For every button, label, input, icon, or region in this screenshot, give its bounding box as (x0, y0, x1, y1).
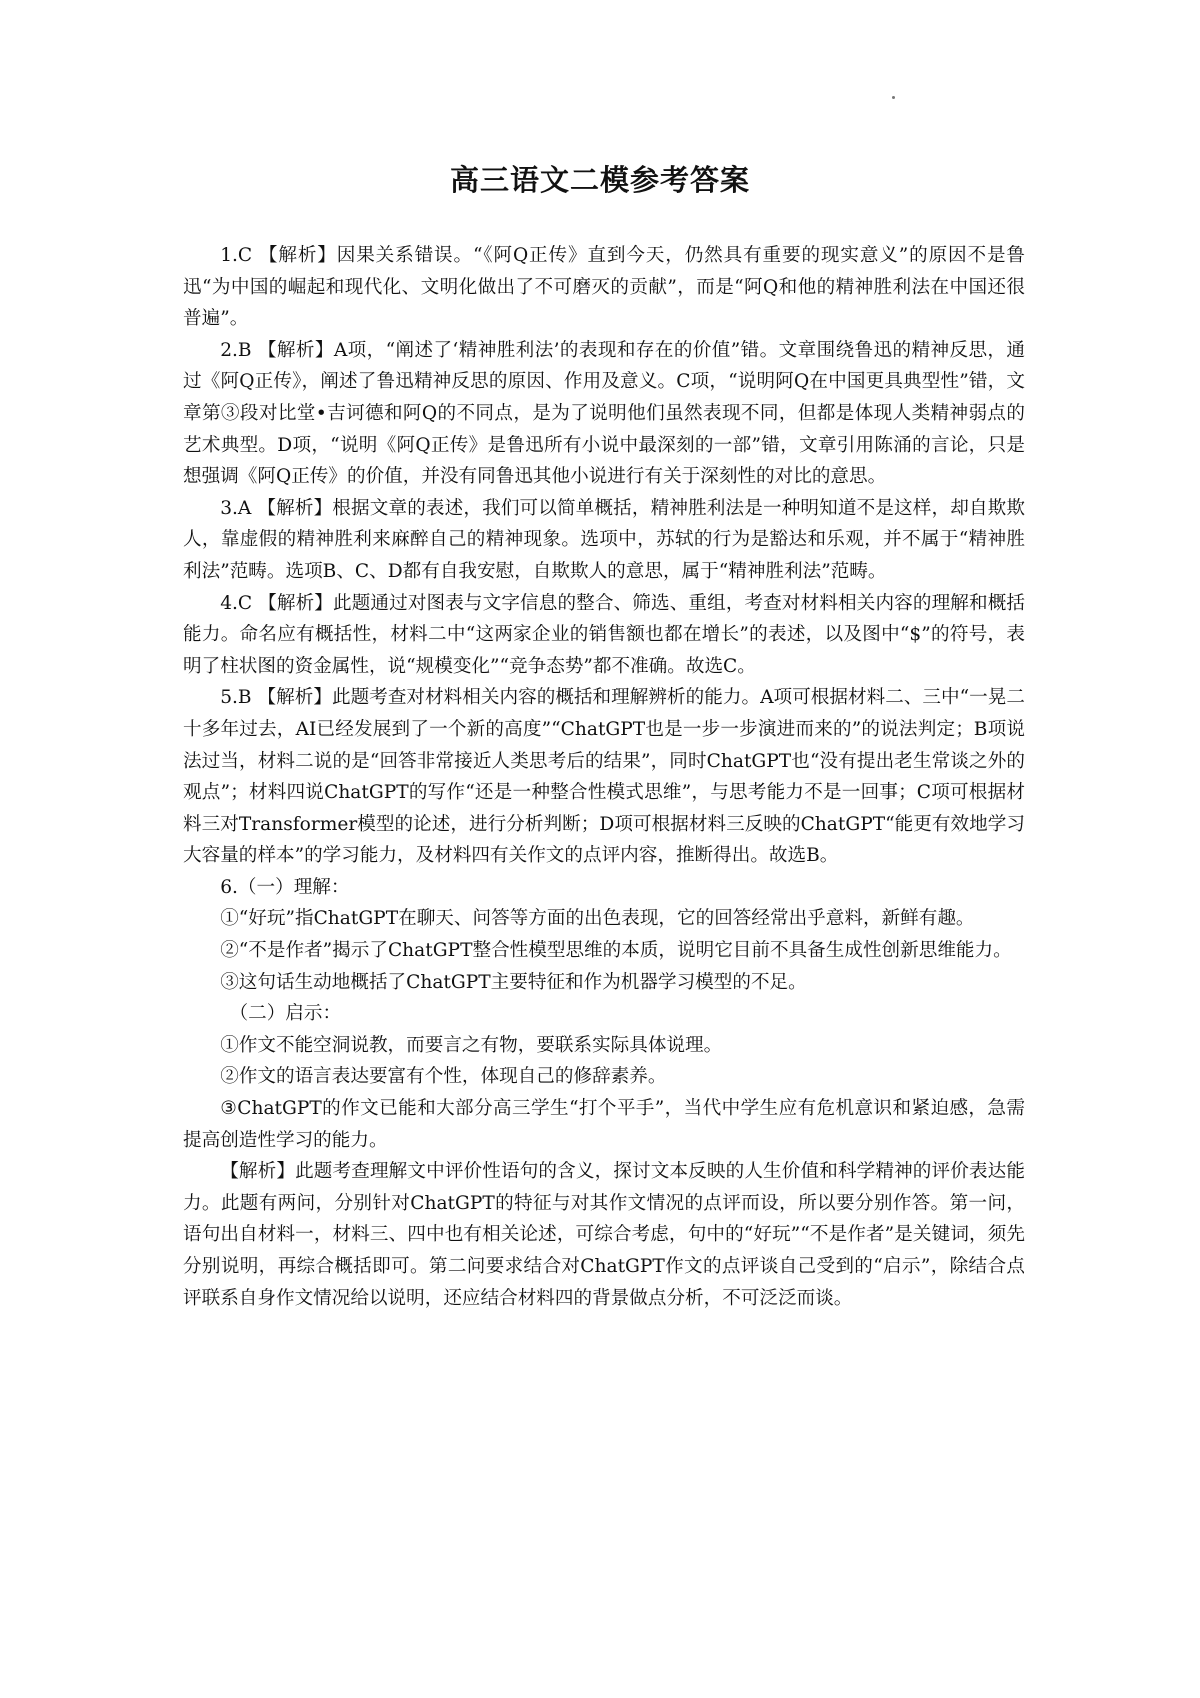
answer-q6-inspiration-2: ②作文的语言表达要富有个性，体现自己的修辞素养。 (220, 1066, 667, 1088)
answer-q2: 2.B 【解析】A项，“阐述了‘精神胜利法’的表现和存在的价值”错。文章围绕鲁迅的精神反思，通过《阿Q正传》，阐述了鲁迅精神反思的原因、作用及意义。C项，“说明阿Q在中国更具典型性”错，文章第③段对比堂•吉诃德和阿Q的不同点，是为了说明他们虽然表现不同，但都是体现人类精神弱点的艺术典型。D项，“说明《阿Q正传》是鲁迅所有小说中最深刻的一部”错，文章引用陈涌的言论，只是想强调《阿Q正传》的价值，并没有同鲁迅其他小说进行有关于深刻性的对比的意思。 (183, 339, 1025, 488)
answer-q5: 5.B 【解析】此题考查对材料相关内容的概括和理解辨析的能力。A项可根据材料二、三中“一晃二十多年过去，AI已经发展到了一个新的高度”“ChatGPT也是一步一步演进而来的”的说法判定；B项说法过当，材料二说的是“回答非常接近人类思考后的结果”，同时ChatGPT也“没有提出老生常谈之外的观点”；材料四说ChatGPT的写作“还是一种整合性模式思维”，与思考能力不是一回事；C项可根据材料三对Transformer模型的论述，进行分析判断；D项可根据材料三反映的ChatGPT“能更有效地学习大容量的样本”的学习能力，及材料四有关作文的点评内容，推断得出。故选B。 (183, 687, 1025, 867)
answer-q6-inspiration-1: ①作文不能空洞说教，而要言之有物，要联系实际具体说理。 (220, 1034, 723, 1056)
answer-q6-heading-understanding: 6.（一）理解： (220, 876, 350, 898)
answer-q6-analysis: 【解析】此题考查理解文中评价性语句的含义，探讨文本反映的人生价值和科学精神的评价表达能力。此题有两问，分别针对ChatGPT的特征与对其作文情况的点评而设，所以要分别作答。第一问，语句出自材料一，材料三、四中也有相关论述，可综合考虑，句中的“好玩”“不是作者”是关键词，须先分别说明，再综合概括即可。第二问要求结合对ChatGPT作文的点评谈自己受到的“启示”，除结合点评联系自身作文情况给以说明，还应结合材料四的背景做点分析，不可泛泛而谈。 (183, 1161, 1025, 1309)
answer-q6-inspiration-3: ③ChatGPT的作文已能和大部分高三学生“打个平手”，当代中学生应有危机意识和紧迫感，急需提高创造性学习的能力。 (183, 1098, 1025, 1151)
answer-q6-understanding-1: ①“好玩”指ChatGPT在聊天、问答等方面的出色表现，它的回答经常出乎意料，新鲜有趣。 (220, 908, 975, 930)
scan-speck (892, 96, 895, 99)
answer-q1: 1.C 【解析】因果关系错误。“《阿Q正传》直到今天，仍然具有重要的现实意义”的原因不是鲁迅“为中国的崛起和现代化、文明化做出了不可磨灭的贡献”，而是“阿Q和他的精神胜利法在中国还很普遍”。 (183, 245, 1025, 330)
answer-q3: 3.A 【解析】根据文章的表述，我们可以简单概括，精神胜利法是一种明知道不是这样，却自欺欺人，靠虚假的精神胜利来麻醉自己的精神现象。选项中，苏轼的行为是豁达和乐观，并不属于“精神胜利法”范畴。选项B、C、D都有自我安慰，自欺欺人的意思，属于“精神胜利法”范畴。 (183, 497, 1025, 582)
answer-body (183, 240, 1025, 1314)
answer-q6-understanding-2: ②“不是作者”揭示了ChatGPT整合性模型思维的本质，说明它目前不具备生成性创新思维能力。 (220, 940, 1012, 962)
answer-q4: 4.C 【解析】此题通过对图表与文字信息的整合、筛选、重组，考查对材料相关内容的理解和概括能力。命名应有概括性，材料二中“这两家企业的销售额也都在增长”的表述，以及图中“$”的符号，表明了柱状图的资金属性，说“规模变化”“竞争态势”都不准确。故选C。 (183, 592, 1025, 677)
page-title: 高三语文二模参考答案 (449, 163, 750, 197)
answer-q6-understanding-3: ③这句话生动地概括了ChatGPT主要特征和作为机器学习模型的不足。 (220, 971, 807, 993)
answer-q6-heading-inspiration: （二）启示： (229, 1003, 342, 1025)
